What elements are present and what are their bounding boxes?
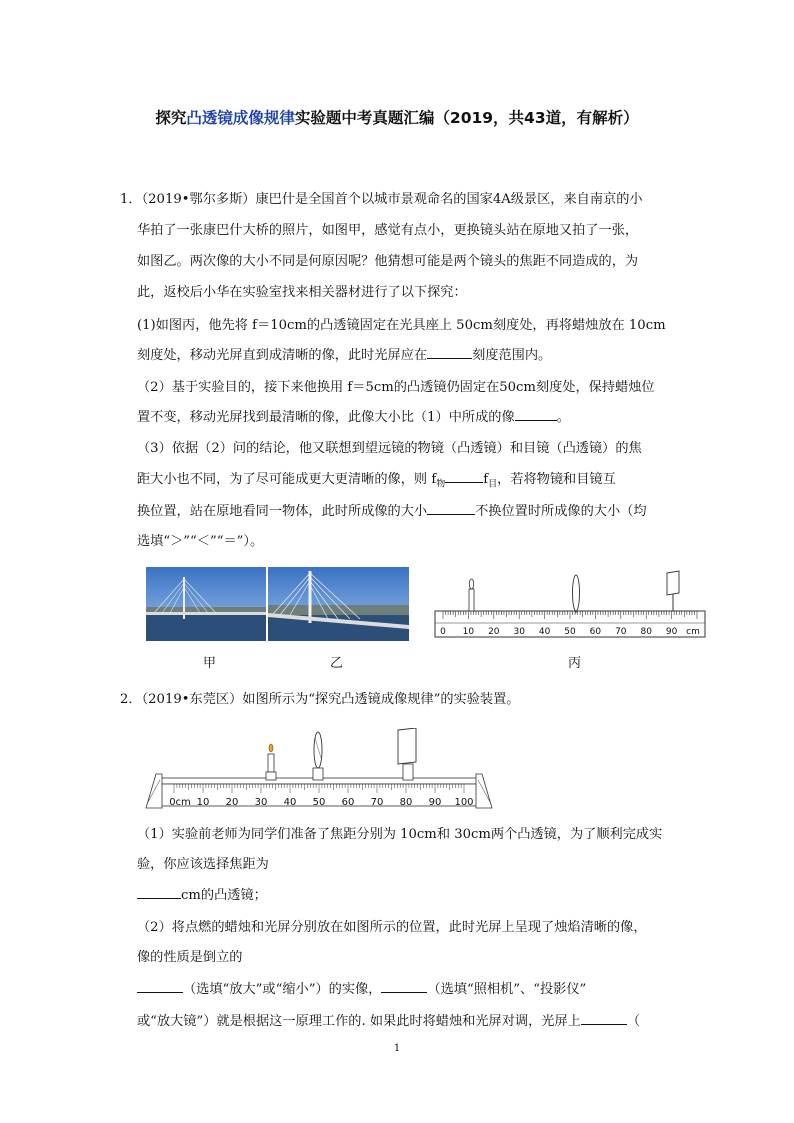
q2-part1-line-1: （1）实验前老师为同学们准备了焦距分别为 10cm和 30cm两个凸透镜，为了顺利完成实: [137, 827, 663, 842]
answer-blank[interactable]: [427, 346, 472, 359]
q2-part2-line-2: 像的性质是倒立的: [137, 950, 243, 965]
ruler-label: 30: [254, 797, 268, 808]
q1-line-3: 如图乙。两次像的大小不同是何原因呢？他猜想可能是两个镜头的焦距不同造成的，为: [137, 254, 639, 269]
q1-line-4: 此，返校后小华在实验室找来相关器材进行了以下探究：: [137, 285, 467, 300]
q2-part2-line-4: 或“放大镜”）就是根据这一原理工作的. 如果此时将蜡烛和光屏对调，光屏上 （: [137, 1014, 641, 1029]
q2-part1-line-3: cm的凸透镜；: [137, 884, 702, 903]
answer-blank[interactable]: [427, 502, 475, 515]
ruler-label: 90: [665, 627, 678, 637]
candle-icon: [268, 754, 274, 772]
answer-blank[interactable]: [581, 1012, 627, 1025]
title-prefix: 探究: [155, 109, 187, 127]
ruler-label: 10: [462, 627, 475, 637]
q1-line-1: 1．（2019•鄂尔多斯）康巴什是全国首个以城市景观命名的国家4A级景区，来自南京的小: [120, 192, 643, 207]
q1-part3-line-2: 距大小也不同，为了尽可能成更大更清晰的像，则 $f_物$ $f_目$，若将物镜和目镜互: [137, 472, 616, 490]
q1-part1-line-1: (1)如图丙，他先将 f＝10cm的凸透镜固定在光具座上 50cm刻度处，再将蜡烛放在 10cm: [137, 318, 666, 333]
page-number: 1: [393, 1043, 401, 1054]
ruler-label: 90: [428, 797, 442, 808]
ruler-label: 70: [370, 797, 384, 808]
caption-bing: 丙: [568, 656, 582, 671]
q2-part2-line-3: （选填“放大”或“缩小”）的实像， （选填“照相机”、“投影仪”: [137, 978, 702, 997]
q1-part2-line-1: （2）基于实验目的，接下来他换用 f＝5cm的凸透镜仍固定在50cm刻度处，保持蜡烛位: [137, 380, 655, 395]
ruler-label: 100: [454, 797, 474, 808]
q2-part2-line-1: （2）将点燃的蜡烛和光屏分别放在如图所示的位置，此时光屏上呈现了烛焰清晰的像，: [137, 920, 647, 935]
candle-icon: [469, 589, 474, 611]
q2-part1-line-2: 验，你应该选择焦距为: [137, 857, 269, 872]
ruler-label: 40: [283, 797, 297, 808]
q1-part3-line-3: 换位置，站在原地看同一物体，此时所成像的大小 不换位置时所成像的大小（均: [137, 504, 647, 519]
answer-blank[interactable]: [137, 980, 183, 993]
lens-icon: [573, 575, 580, 611]
answer-blank[interactable]: [515, 408, 557, 421]
title-link[interactable]: 凸透镜成像规律: [186, 109, 295, 127]
q1-part1-line-2: 刻度处，移动光屏直到成清晰的像，此时光屏应在 刻度范围内。: [137, 348, 552, 363]
flame-icon: [469, 579, 473, 589]
ruler-unit: cm: [686, 627, 700, 637]
answer-blank[interactable]: [137, 886, 181, 899]
ruler-label: 0: [440, 627, 446, 637]
q1-part2-line-2: 置不变，移动光屏找到最清晰的像，此像大小比（1）中所成的像 。: [137, 410, 570, 425]
ruler-label: 70: [615, 627, 627, 637]
ruler-label: 60: [589, 627, 602, 637]
flame-icon: [269, 744, 273, 752]
page-title: [0, 106, 794, 128]
optical-bench-bing: [433, 567, 708, 642]
q1-part3-line-1: （3）依据（2）问的结论，他又联想到望远镜的物镜（凸透镜）和目镜（凸透镜）的焦: [137, 441, 642, 456]
ruler-label: 30: [513, 627, 525, 637]
answer-blank[interactable]: [445, 470, 483, 483]
ruler-label: 10: [196, 797, 210, 808]
ruler-label: 0cm: [169, 797, 191, 808]
caption-yi: 乙: [330, 656, 344, 671]
ruler-label: 20: [488, 627, 500, 637]
ruler-label: 50: [564, 627, 576, 637]
title-suffix: 实验题中考真题汇编（2019，共43道，有解析）: [294, 109, 639, 127]
ruler-label: 40: [538, 627, 551, 637]
q2-line-1: 2．（2019•东莞区）如图所示为“探究凸透镜成像规律”的实验装置。: [120, 692, 520, 707]
optical-bench-q2: [142, 728, 497, 812]
ruler-label: 20: [225, 797, 239, 808]
screen-icon: [667, 571, 679, 595]
lens-icon: [314, 732, 322, 768]
ruler-label: 50: [312, 797, 326, 808]
answer-blank[interactable]: [381, 980, 427, 993]
bridge-photo-jia: [146, 567, 266, 641]
ruler-label: 80: [640, 627, 652, 637]
screen-icon: [398, 728, 416, 764]
ruler-label: 80: [399, 797, 413, 808]
caption-jia: 甲: [203, 656, 217, 671]
q1-line-2: 华拍了一张康巴什大桥的照片，如图甲，感觉有点小，更换镜头站在原地又拍了一张，: [137, 223, 639, 238]
bridge-photo-yi: [268, 567, 409, 641]
q1-part3-line-4: 选填“＞”“＜”“＝”）。: [137, 534, 264, 549]
ruler-label: 60: [341, 797, 355, 808]
